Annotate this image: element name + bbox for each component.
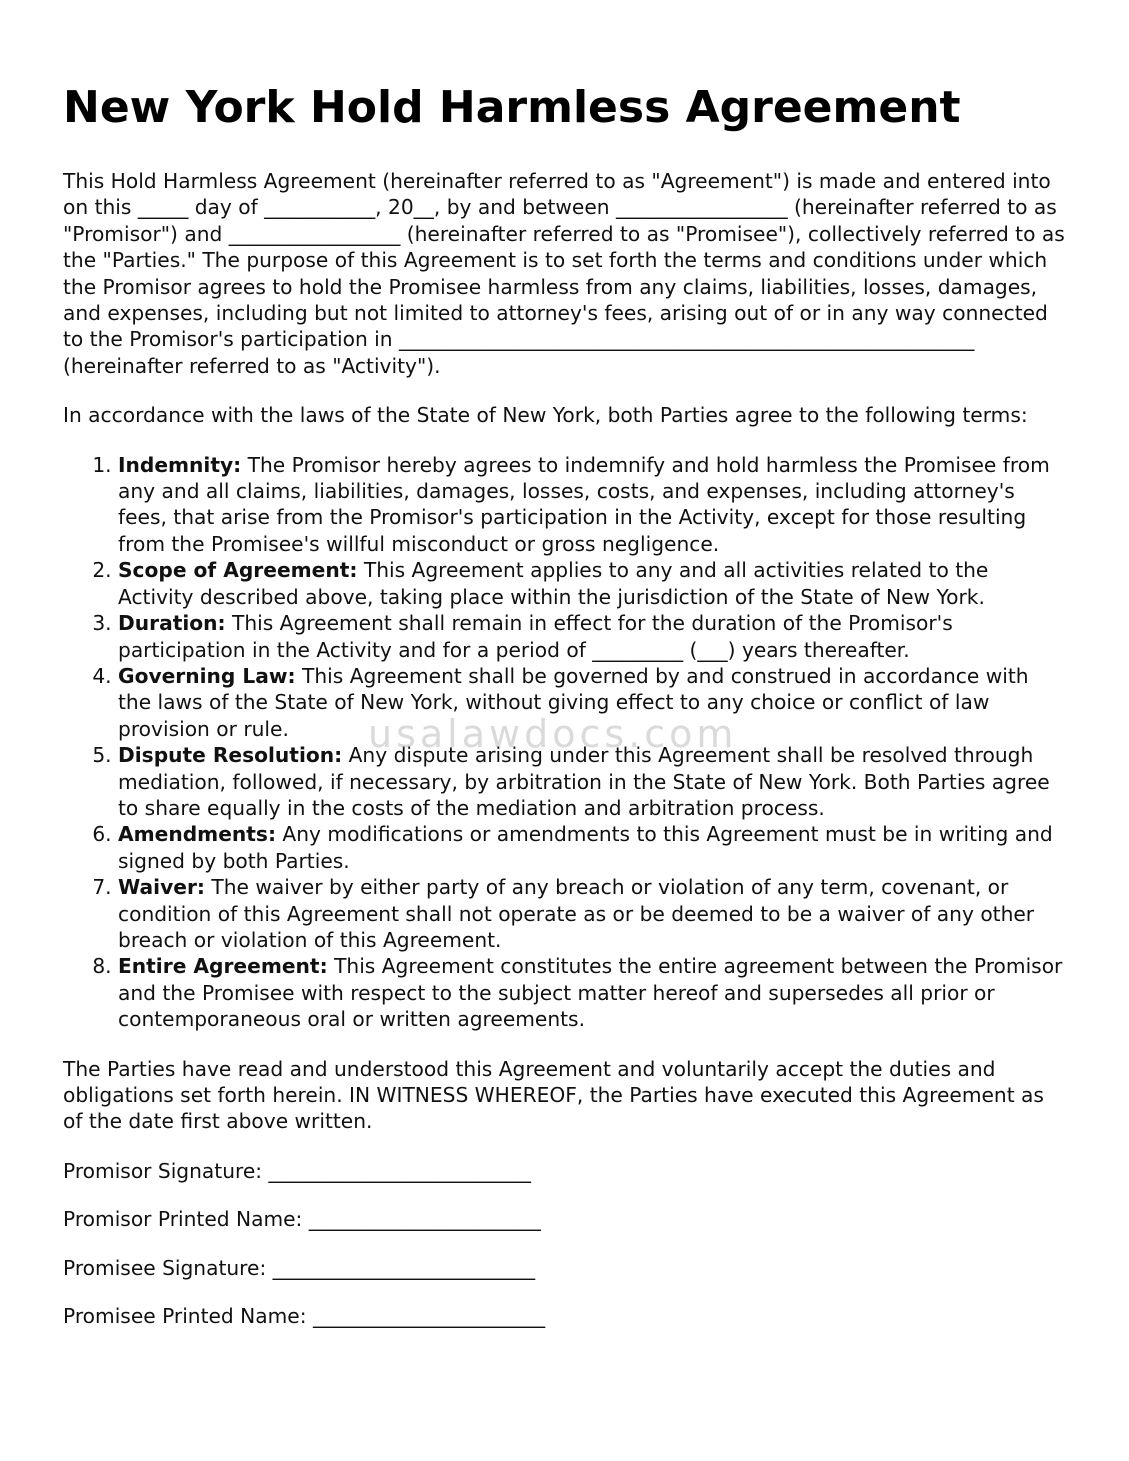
term-item xyxy=(118,742,1068,821)
term-item xyxy=(118,953,1068,1032)
promisor-name-line: Promisor Printed Name: _______________________ xyxy=(63,1207,541,1232)
term-item xyxy=(118,610,1068,663)
term-title: Waiver: xyxy=(118,875,205,900)
terms-list xyxy=(63,452,1068,1033)
term-title: Indemnity: xyxy=(118,452,242,477)
intro-paragraph: This Hold Harmless Agreement (hereinafter referred to as "Agreement") is made and entered into on this _____ day of ___________, 20__, by and between _________________ (hereinafter referred to as "Promisor") and _________________ (hereinafter referred to as "Promisee"), collectively referred to as the "Parties." The purpose of this Agreement is to set forth the terms and conditions under which the Promisor agrees to hold the Promisee harmless from any claims, liabilities, losses, damages, and expenses, including but not limited to attorney's fees, arising out of or in any way connected to the Promisor's participation in _________________________________________________________ (hereinafter referred to as "Activity"). xyxy=(63,169,1065,378)
document-title: New York Hold Harmless Agreement xyxy=(63,82,961,133)
term-title: Governing Law: xyxy=(118,663,296,688)
document-page xyxy=(63,80,1068,1351)
term-text: Any modifications or amendments to this Agreement must be in writing and signed by both Parties. xyxy=(118,822,1053,873)
term-item xyxy=(118,452,1068,558)
closing-paragraph: The Parties have read and understood this Agreement and voluntarily accept the duties and obligations set forth herein. IN WITNESS WHEREOF, the Parties have executed this Agreement as of the date first above written. xyxy=(63,1056,1044,1134)
terms-lead: In accordance with the laws of the State of New York, both Parties agree to the following terms: xyxy=(63,403,1028,428)
term-item xyxy=(118,557,1068,610)
promisee-name-line: Promisee Printed Name: _______________________ xyxy=(63,1304,546,1329)
promisee-signature-line: Promisee Signature: __________________________ xyxy=(63,1255,536,1280)
term-text: This Agreement constitutes the entire agreement between the Promisor and the Promisee with respect to the subject matter hereof and supersedes all prior or contemporaneous oral or written agreements. xyxy=(118,954,1063,1032)
term-title: Dispute Resolution: xyxy=(118,743,343,768)
term-text: This Agreement shall be governed by and construed in accordance with the laws of the State of New York, without giving effect to any choice or conflict of law provision or rule. xyxy=(118,663,1029,741)
watermark: usalawdocs.com xyxy=(368,712,738,756)
promisor-signature-line: Promisor Signature: __________________________ xyxy=(63,1158,531,1183)
term-text: Any dispute arising under this Agreement shall be resolved through mediation, followed, if necessary, by arbitration in the State of New York. Both Parties agree to share equally in the costs of the mediation and arbitration process. xyxy=(118,743,1050,820)
term-title: Amendments: xyxy=(118,822,277,847)
term-item xyxy=(118,874,1068,953)
term-text: The waiver by either party of any breach or violation of any term, covenant, or condition of this Agreement shall not operate as or be deemed to be a waiver of any other breach or violation of this Agreement. xyxy=(118,875,1035,952)
term-title: Scope of Agreement: xyxy=(118,558,358,583)
term-text: The Promisor hereby agrees to indemnify and hold harmless the Promisee from any and all claims, liabilities, damages, losses, costs, and expenses, including attorney's fees, that arise from the Promisor's participation in the Activity, except for those resulting from the Promisee's willful misconduct or gross negligence. xyxy=(118,452,1050,556)
term-text: This Agreement shall remain in effect for the duration of the Promisor's participation in the Activity and for a period of _________ (___) years thereafter. xyxy=(118,611,953,662)
term-item xyxy=(118,821,1068,874)
term-item xyxy=(118,663,1068,742)
term-title: Entire Agreement: xyxy=(118,954,328,979)
term-title: Duration: xyxy=(118,611,226,636)
term-text: This Agreement applies to any and all activities related to the Activity described above, taking place within the jurisdiction of the State of New York. xyxy=(118,558,989,609)
